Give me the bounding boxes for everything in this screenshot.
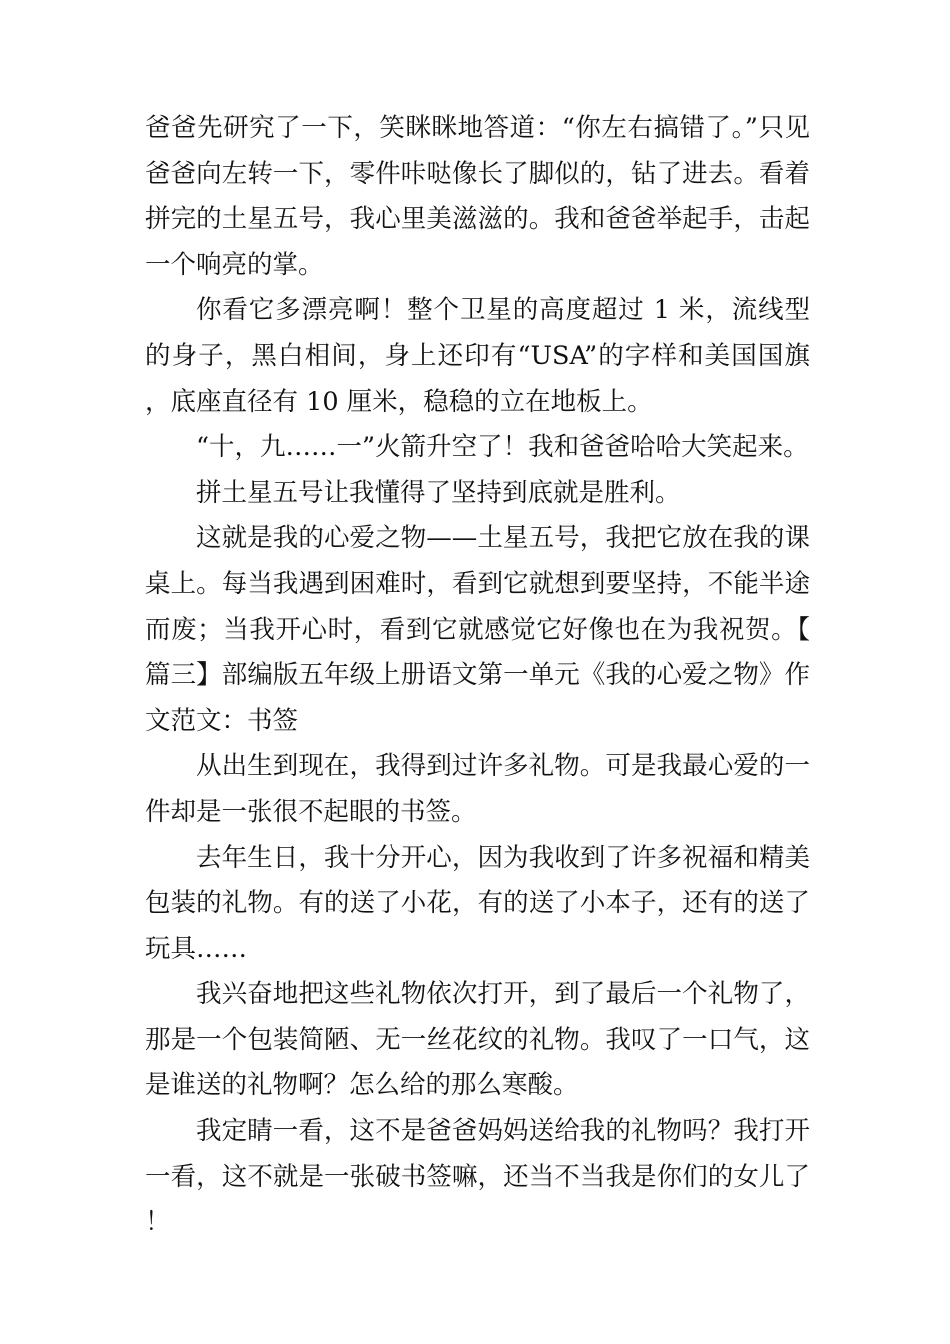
document-page (145, 106, 810, 1246)
paragraph-4: 拼土星五号让我懂得了坚持到底就是胜利。 (196, 477, 681, 508)
paragraph-1: 爸爸先研究了一下，笑眯眯地答道：“你左右搞错了。”只见爸爸向左转一下，零件咔哒像长了脚似的，钻了进去。看着拼完的土星五号，我心里美滋滋的。我和爸爸举起手，击起一个响亮的掌。 (145, 113, 810, 280)
paragraph-7: 去年生日，我十分开心，因为我收到了许多祝福和精美包装的礼物。有的送了小花，有的送了小本子，还有的送了玩具…… (145, 842, 810, 964)
paragraph-2: 你看它多漂亮啊！整个卫星的高度超过 1 米，流线型的身子，黑白相间，身上还印有“USA”的字样和美国国旗，底座直径有 10 厘米，稳稳的立在地板上。 (145, 295, 810, 417)
paragraph-6: 从出生到现在，我得到过许多礼物。可是我最心爱的一件却是一张很不起眼的书签。 (145, 751, 810, 827)
paragraph-3: “十，九……一”火箭升空了！我和爸爸哈哈大笑起来。 (196, 432, 809, 463)
paragraph-9: 我定睛一看，这不是爸爸妈妈送给我的礼物吗？我打开一看，这不就是一张破书签嘛，还当不当我是你们的女儿了！ (145, 1116, 810, 1238)
paragraph-5: 这就是我的心爱之物——土星五号，我把它放在我的课桌上。每当我遇到困难时，看到它就想到要坚持，不能半途而废；当我开心时，看到它就感觉它好像也在为我祝贺。【篇三】部编版五年级上册语文第一单元《我的心爱之物》作文范文：书签 (145, 523, 810, 736)
paragraph-8: 我兴奋地把这些礼物依次打开，到了最后一个礼物了，那是一个包装简陋、无一丝花纹的礼物。我叹了一口气，这是谁送的礼物啊？怎么给的那么寒酸。 (145, 979, 810, 1101)
